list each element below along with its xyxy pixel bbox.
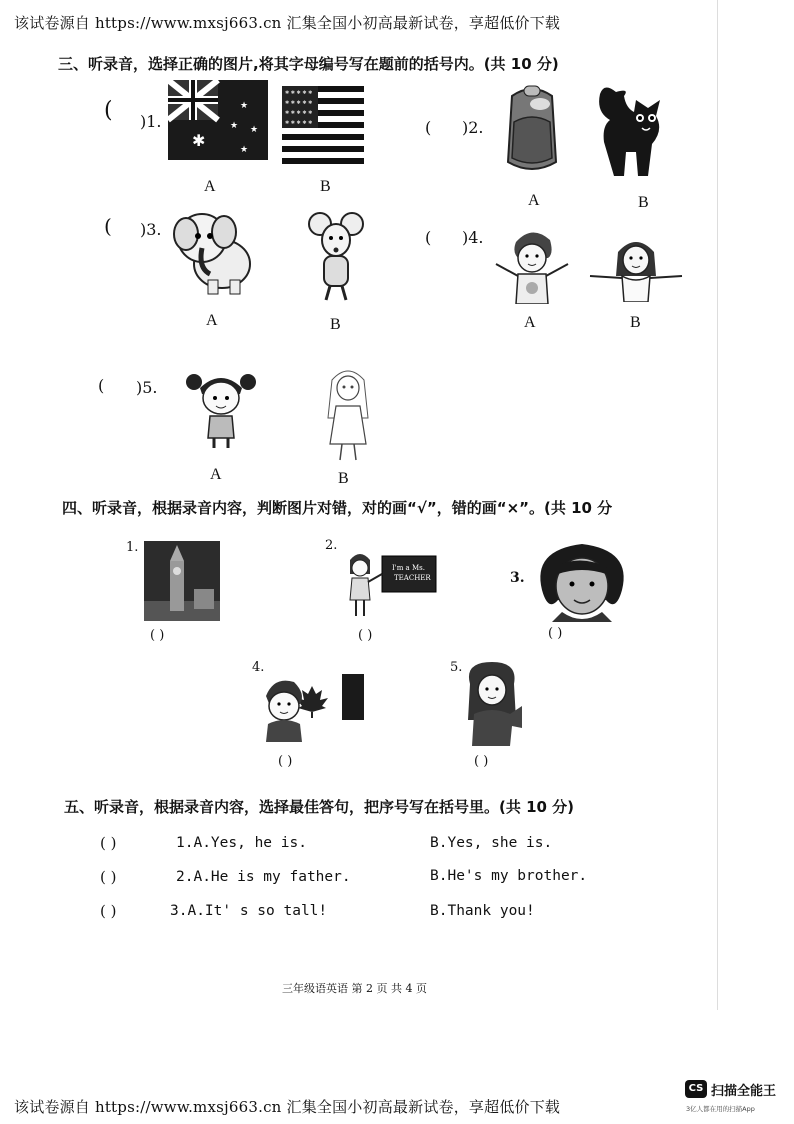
q2-label-b: B (638, 194, 649, 211)
s5-q2-option-a: 2.A.He is my father. (176, 869, 351, 885)
q3-label-b: B (330, 316, 341, 333)
svg-text:✱ ✱ ✱ ✱ ✱: ✱ ✱ ✱ ✱ ✱ (285, 110, 313, 116)
s4-item3-blank: ( ) (548, 626, 563, 641)
s5-q1-paren: ( ) (100, 834, 117, 852)
svg-text:★: ★ (240, 101, 249, 111)
q2-open-paren: ( (425, 118, 432, 137)
elephant-image (172, 208, 256, 298)
section3-title: 三、听录音，选择正确的图片,将其字母编号写在题前的括号内。(共 10 分) (58, 55, 559, 73)
svg-text:★: ★ (240, 145, 249, 155)
q1-number: )1. (140, 112, 162, 131)
svg-text:✱: ✱ (192, 131, 206, 150)
svg-text:★: ★ (230, 121, 239, 131)
s5-q3-option-a: 3.A.It' s so tall! (170, 903, 328, 919)
page-footer: 三年级语英语 第 2 页 共 4 页 (282, 982, 427, 995)
usa-flag-image (282, 86, 364, 164)
q3-open-paren: ( (104, 214, 112, 238)
teacher-image (346, 548, 438, 618)
svg-text:✱ ✱ ✱ ✱ ✱: ✱ ✱ ✱ ✱ ✱ (285, 90, 313, 96)
q4-open-paren: ( (425, 228, 432, 247)
q1-label-a: A (204, 178, 216, 195)
q3-label-a: A (206, 312, 218, 329)
svg-text:✱ ✱ ✱ ✱ ✱: ✱ ✱ ✱ ✱ ✱ (285, 100, 313, 106)
q5-number: )5. (136, 378, 158, 397)
schoolbag-image (500, 82, 564, 176)
q2-number: )2. (462, 118, 484, 137)
s4-item4-blank: ( ) (278, 754, 293, 769)
s4-item2-blank: ( ) (358, 628, 373, 643)
q2-label-a: A (528, 192, 540, 209)
q5-open-paren: ( (98, 376, 105, 395)
watermark-bottom: 该试卷源自 https://www.mxsj663.cn 汇集全国小初高最新试卷，享超低价下载 (14, 1098, 561, 1116)
q4-label-a: A (524, 314, 536, 331)
q5-label-b: B (338, 470, 349, 487)
scanner-tagline: 3亿人都在用的扫描App (686, 1105, 755, 1113)
australia-flag-image (168, 80, 268, 160)
mouse-image (308, 210, 364, 302)
s5-q1-option-b: B.Yes, she is. (430, 835, 553, 851)
watermark-top: 该试卷源自 https://www.mxsj663.cn 汇集全国小初高最新试卷，享超低价下载 (14, 14, 561, 32)
s5-q3-paren: ( ) (100, 902, 117, 920)
q4-number: )4. (462, 228, 484, 247)
s5-q2-option-b: B.He's my brother. (430, 868, 588, 884)
svg-text:✱ ✱ ✱ ✱ ✱: ✱ ✱ ✱ ✱ ✱ (285, 120, 313, 126)
q4-label-b: B (630, 314, 641, 331)
s5-q3-option-b: B.Thank you! (430, 903, 535, 919)
blackboard-text: I'm a Ms. (392, 564, 425, 572)
girl-long-hair-image (320, 362, 376, 462)
s4-item5-blank: ( ) (474, 754, 489, 769)
s5-q1-option-a: 1.A.Yes, he is. (176, 835, 307, 851)
woman-face-image (532, 540, 632, 622)
scanner-logo-icon: CS (685, 1080, 707, 1098)
q1-open-paren: ( (104, 98, 113, 123)
boy-shrugging-image (492, 224, 572, 304)
s4-item1-number: 1. (126, 540, 139, 555)
svg-text:TEACHER: TEACHER (394, 574, 431, 582)
section5-title: 五、听录音，根据录音内容，选择最佳答句，把序号写在括号里。(共 10 分) (64, 798, 575, 816)
girl-shrugging-image (584, 232, 688, 302)
s4-item2-number: 2. (325, 538, 338, 553)
svg-text:★: ★ (250, 125, 259, 135)
boy-canada-flag-image (262, 672, 366, 742)
q5-label-a: A (210, 466, 222, 483)
s4-item1-blank: ( ) (150, 628, 165, 643)
s4-item4-number: 4. (252, 660, 265, 675)
scanner-name: 扫描全能王 (711, 1084, 777, 1099)
big-ben-image (144, 541, 220, 621)
s5-q2-paren: ( ) (100, 868, 117, 886)
section4-title: 四、听录音，根据录音内容，判断图片对错，对的画“√”，错的画“×”。(共 10 分 (62, 499, 613, 517)
cat-image (596, 82, 666, 180)
s4-item3-number: 3. (510, 570, 525, 586)
q1-label-b: B (320, 178, 331, 195)
q3-number: )3. (140, 220, 162, 239)
girl-curly-hair-image (460, 660, 524, 746)
girl-pigtails-image (186, 366, 256, 450)
s4-item5-number: 5. (450, 660, 463, 675)
